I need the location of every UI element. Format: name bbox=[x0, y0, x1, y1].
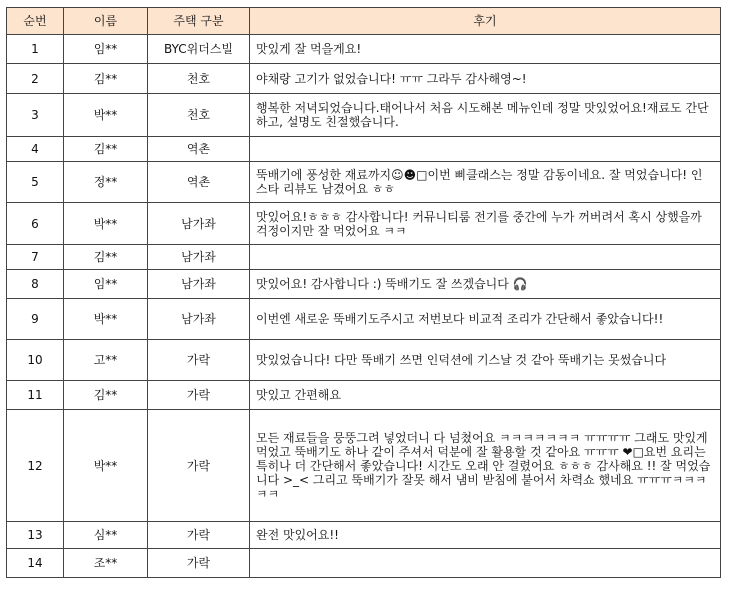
row-number: 3 bbox=[7, 94, 64, 137]
row-name: 박** bbox=[64, 299, 148, 340]
row-name: 박** bbox=[64, 203, 148, 245]
row-housing-type: 남가좌 bbox=[148, 299, 250, 340]
row-housing-type: 천호 bbox=[148, 94, 250, 137]
row-housing-type: 역촌 bbox=[148, 137, 250, 162]
row-number: 8 bbox=[7, 270, 64, 299]
row-review: 뚝배기에 풍성한 재료까지☺☻□이번 삐클래스는 정말 감동이네요. 잘 먹었습니다! 인스타 리뷰도 남겼어요 ㅎㅎ bbox=[250, 162, 721, 203]
row-housing-type: 남가좌 bbox=[148, 270, 250, 299]
table-row bbox=[7, 203, 721, 245]
header-row bbox=[7, 8, 721, 35]
row-number: 12 bbox=[7, 410, 64, 522]
row-name: 박** bbox=[64, 94, 148, 137]
table-row bbox=[7, 549, 721, 578]
row-number: 11 bbox=[7, 381, 64, 410]
row-housing-type: 남가좌 bbox=[148, 203, 250, 245]
row-name: 임** bbox=[64, 270, 148, 299]
row-review: 맛있었습니다! 다만 뚝배기 쓰면 인덕션에 기스날 것 같아 뚝배기는 못썼습니다 bbox=[250, 340, 721, 381]
row-housing-type: 가락 bbox=[148, 410, 250, 522]
row-number: 2 bbox=[7, 64, 64, 94]
table-row bbox=[7, 299, 721, 340]
row-number: 5 bbox=[7, 162, 64, 203]
table-row bbox=[7, 340, 721, 381]
header-name: 이름 bbox=[64, 8, 148, 35]
row-review: 완전 맛있어요!! bbox=[250, 522, 721, 549]
row-review bbox=[250, 549, 721, 578]
header-housing-type: 주택 구분 bbox=[148, 8, 250, 35]
row-name: 김** bbox=[64, 381, 148, 410]
row-number: 6 bbox=[7, 203, 64, 245]
row-review: 맛있게 잘 먹을게요! bbox=[250, 35, 721, 64]
row-number: 4 bbox=[7, 137, 64, 162]
row-name: 심** bbox=[64, 522, 148, 549]
header-review: 후기 bbox=[250, 8, 721, 35]
row-housing-type: BYC위더스빌 bbox=[148, 35, 250, 64]
row-number: 10 bbox=[7, 340, 64, 381]
table-row bbox=[7, 410, 721, 522]
row-review: 맛있고 간편해요 bbox=[250, 381, 721, 410]
row-review: 모든 재료들을 뭉뚱그려 넣었더니 다 넘쳤어요 ㅋㅋㅋㅋㅋㅋㅋ ㅠㅠㅠㅠ 그래도 맛있게 먹었고 뚝배기도 하나 같이 주셔서 덕분에 잘 활용할 것 같아요 ㅠㅠㅠ ❤□요번 요리는 특히나 더 간단해서 좋았습니다! 시간도 오래 안 걸렸어요 ㅎㅎㅎ 감사해요 !! 잘 먹었습니다 >_< 그리고 뚝배기가 잘못 해서 냄비 받침에 붙어서 차력쇼 했네요 ㅠㅠㅠㅋㅋㅋㅋㅋ bbox=[250, 410, 721, 522]
row-review bbox=[250, 245, 721, 270]
table-row bbox=[7, 35, 721, 64]
row-review: 행복한 저녁되었습니다.태어나서 처음 시도해본 메뉴인데 정말 맛있었어요!재료도 간단하고, 설명도 친절했습니다. bbox=[250, 94, 721, 137]
table-row bbox=[7, 94, 721, 137]
row-number: 9 bbox=[7, 299, 64, 340]
row-name: 김** bbox=[64, 137, 148, 162]
row-number: 14 bbox=[7, 549, 64, 578]
table-row bbox=[7, 162, 721, 203]
row-housing-type: 가락 bbox=[148, 340, 250, 381]
row-name: 조** bbox=[64, 549, 148, 578]
row-number: 13 bbox=[7, 522, 64, 549]
row-name: 임** bbox=[64, 35, 148, 64]
row-review: 맛있어요! 감사합니다 :) 뚝배기도 잘 쓰겠습니다 🎧 bbox=[250, 270, 721, 299]
row-name: 고** bbox=[64, 340, 148, 381]
row-housing-type: 남가좌 bbox=[148, 245, 250, 270]
row-name: 박** bbox=[64, 410, 148, 522]
row-review bbox=[250, 137, 721, 162]
row-name: 김** bbox=[64, 64, 148, 94]
row-review: 맛있어요!ㅎㅎㅎ 감사합니다! 커뮤니티룸 전기를 중간에 누가 꺼버려서 혹시 상했을까 걱정이지만 잘 먹었어요 ㅋㅋ bbox=[250, 203, 721, 245]
row-housing-type: 가락 bbox=[148, 522, 250, 549]
table-row bbox=[7, 245, 721, 270]
table-row bbox=[7, 270, 721, 299]
row-housing-type: 역촌 bbox=[148, 162, 250, 203]
row-name: 정** bbox=[64, 162, 148, 203]
header-number: 순번 bbox=[7, 8, 64, 35]
row-housing-type: 가락 bbox=[148, 549, 250, 578]
row-name: 김** bbox=[64, 245, 148, 270]
table-row bbox=[7, 522, 721, 549]
row-number: 1 bbox=[7, 35, 64, 64]
reviews-table bbox=[6, 7, 721, 578]
row-review: 이번엔 새로운 뚝배기도주시고 저번보다 비교적 조리가 간단해서 좋았습니다!! bbox=[250, 299, 721, 340]
row-number: 7 bbox=[7, 245, 64, 270]
table-row bbox=[7, 64, 721, 94]
table-row bbox=[7, 137, 721, 162]
row-housing-type: 천호 bbox=[148, 64, 250, 94]
row-review: 야채랑 고기가 없었습니다! ㅠㅠ 그라두 감사해영~! bbox=[250, 64, 721, 94]
row-housing-type: 가락 bbox=[148, 381, 250, 410]
table-row bbox=[7, 381, 721, 410]
